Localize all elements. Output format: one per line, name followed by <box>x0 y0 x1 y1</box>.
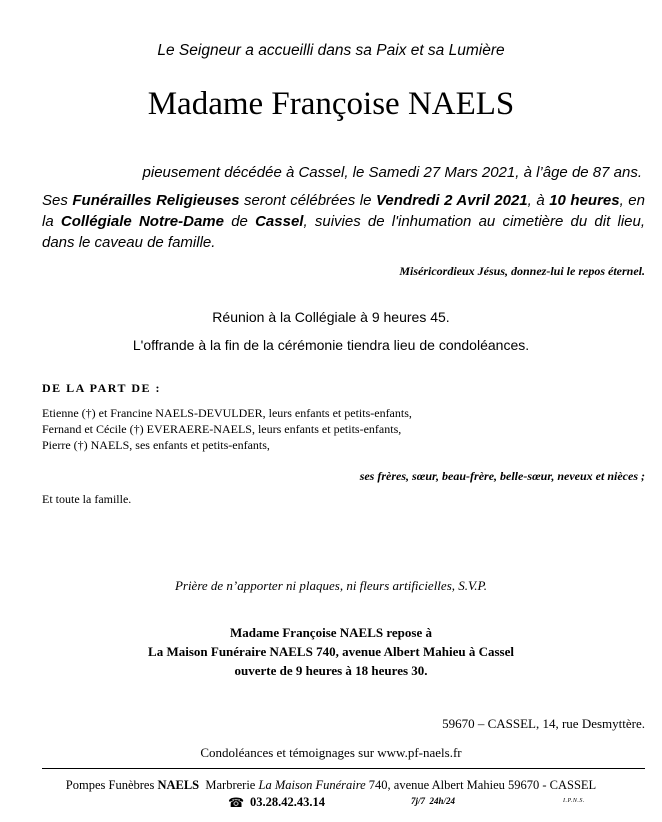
family-address: 59670 – CASSEL, 14, rue Desmyttère. <box>442 716 645 731</box>
funeral-home-footer <box>0 778 662 793</box>
family-list <box>42 405 412 453</box>
funeral-text-1: Ses <box>42 192 73 209</box>
repose-line: Madame Françoise NAELS repose à <box>230 625 432 640</box>
family-member-line: Etienne (†) et Francine NAELS-DEVULDER, leurs enfants et petits-enfants, <box>42 406 412 420</box>
funeral-text-3: , à <box>527 192 550 209</box>
footer-maison: La Maison Funéraire <box>258 778 366 792</box>
funeral-church: Collégiale Notre-Dame <box>60 213 224 230</box>
funeral-text-2: seront célébrées le <box>239 192 376 209</box>
footer-marbrerie: Marbrerie <box>199 778 259 792</box>
footer-divider <box>42 768 645 769</box>
ipns-mark: I.P.N.S. <box>563 798 585 804</box>
family-member-line: Fernand et Cécile (†) EVERAERE-NAELS, leurs enfants et petits-enfants, <box>42 422 402 436</box>
no-flowers-request: Prière de n’apporter ni plaques, ni fleurs artificielles, S.V.P. <box>174 578 488 593</box>
reunion-line: Réunion à la Collégiale à 9 heures 45. <box>212 309 450 325</box>
prayer-line: Miséricordieux Jésus, donnez-lui le repos éternel. <box>399 264 645 278</box>
deceased-name-title: Madame Françoise NAELS <box>147 86 515 122</box>
funeral-text-5: de <box>223 213 256 230</box>
from-header: DE LA PART DE : <box>42 381 161 395</box>
footer-prefix: Pompes Funèbres <box>65 778 158 792</box>
funeral-town: Cassel <box>255 213 304 230</box>
repose-line: ouverte de 9 heures à 18 heures 30. <box>234 663 428 678</box>
footer-address: 740, avenue Albert Mahieu 59670 - CASSEL <box>365 778 597 792</box>
funeral-time: 10 heures <box>549 192 620 209</box>
funeral-details-paragraph <box>42 190 645 253</box>
whole-family-line: Et toute la famille. <box>42 492 132 506</box>
relations-line: ses frères, sœur, beau-frère, belle-sœur, neveux et nièces ; <box>359 469 645 483</box>
funeral-date: Vendredi 2 Avril 2021 <box>375 192 528 209</box>
phone-number: 03.28.42.43.14 <box>250 795 325 809</box>
telephone-icon: ☎ <box>228 795 245 810</box>
repose-line: La Maison Funéraire NAELS 740, avenue Albert Mahieu à Cassel <box>148 644 514 659</box>
footer-contact-line <box>0 795 662 813</box>
death-notice-line: pieusement décédée à Cassel, le Samedi 27 Mars 2021, à l’âge de 87 ans. <box>142 164 642 181</box>
funeral-text-6: , suivies de l'inhumation au cimetière du dit lieu, dans le caveau de famille. <box>42 213 645 251</box>
offering-line: L'offrande à la fin de la cérémonie tiendra lieu de condoléances. <box>132 337 530 353</box>
opening-hours: 7j/7 24h/24 <box>411 796 456 806</box>
funeral-text-4: , en la <box>42 192 645 230</box>
family-member-line: Pierre (†) NAELS, ses enfants et petits-enfants, <box>42 438 270 452</box>
footer-brand: NAELS <box>157 778 200 792</box>
repose-block <box>0 623 662 680</box>
condolences-line: Condoléances et témoignages sur www.pf-naels.fr <box>200 745 462 760</box>
intro-line: Le Seigneur a accueilli dans sa Paix et sa Lumière <box>157 42 505 59</box>
funeral-ceremony-type: Funérailles Religieuses <box>72 192 240 209</box>
